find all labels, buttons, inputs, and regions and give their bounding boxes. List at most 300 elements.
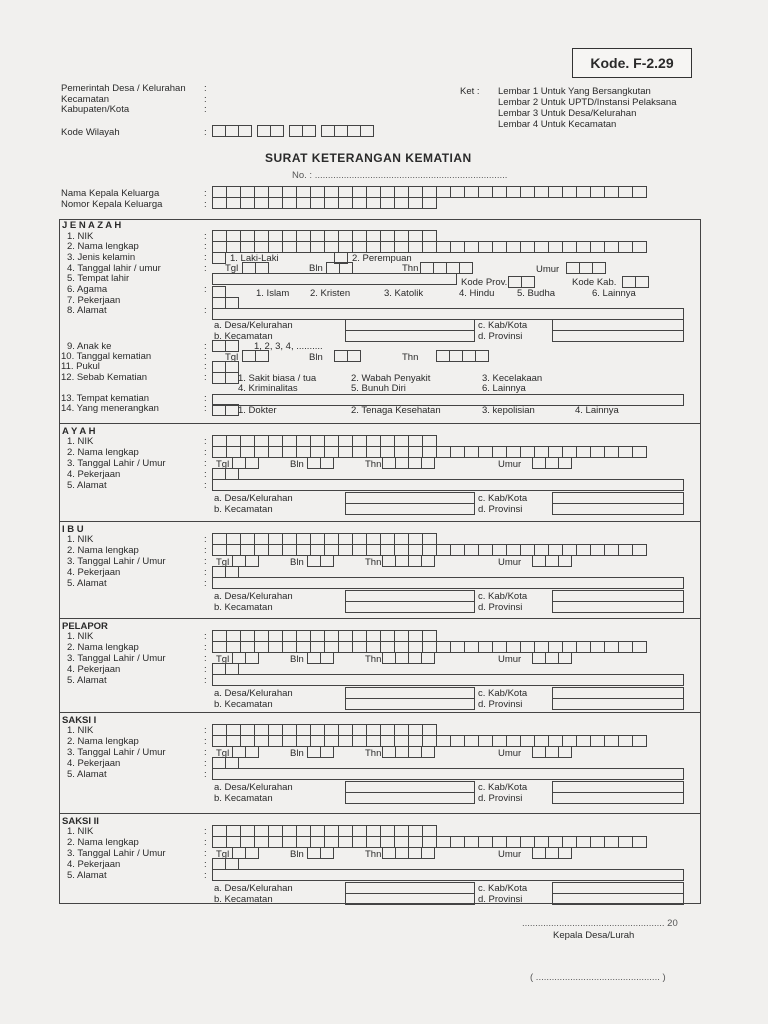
box-cell[interactable] [212, 544, 227, 556]
box-cell[interactable] [590, 836, 605, 848]
box-cell[interactable] [604, 641, 619, 653]
box-cell[interactable] [296, 197, 311, 209]
pelapor-thn-boxes[interactable] [382, 652, 434, 664]
box-cell[interactable] [408, 555, 422, 567]
box-cell[interactable] [366, 197, 381, 209]
box-cell[interactable] [464, 641, 479, 653]
ayah-alamat-line[interactable] [212, 479, 684, 491]
box-cell[interactable] [464, 241, 479, 253]
ayah-bln-boxes[interactable] [307, 457, 333, 469]
box-cell[interactable] [320, 847, 334, 859]
box-cell[interactable] [268, 241, 283, 253]
box-cell[interactable] [534, 186, 549, 198]
box-cell[interactable] [212, 641, 227, 653]
box-cell[interactable] [320, 652, 334, 664]
sebab-box[interactable] [212, 372, 238, 384]
box-cell[interactable] [604, 241, 619, 253]
box-cell[interactable] [478, 836, 493, 848]
saksi2-prov-field[interactable] [552, 893, 684, 905]
box-cell[interactable] [492, 186, 507, 198]
box-cell[interactable] [576, 641, 591, 653]
box-cell[interactable] [240, 241, 255, 253]
ayah-thn-boxes[interactable] [382, 457, 434, 469]
box-cell[interactable] [307, 457, 321, 469]
sebab-wabah[interactable]: 2. Wabah Penyakit [351, 373, 431, 384]
ibu-prov-field[interactable] [552, 601, 684, 613]
box-cell[interactable] [257, 125, 271, 137]
box-cell[interactable] [436, 735, 451, 747]
box-cell[interactable] [532, 555, 546, 567]
box-cell[interactable] [459, 262, 473, 274]
ibu-alamat-line[interactable] [212, 577, 684, 589]
box-cell[interactable] [242, 350, 256, 362]
box-cell[interactable] [282, 836, 297, 848]
box-cell[interactable] [212, 446, 227, 458]
box-cell[interactable] [225, 372, 239, 384]
saksi1-kec-field[interactable] [345, 792, 475, 804]
box-cell[interactable] [576, 544, 591, 556]
pelapor-kec-field[interactable] [345, 698, 475, 710]
box-cell[interactable] [449, 350, 463, 362]
box-cell[interactable] [492, 241, 507, 253]
box-cell[interactable] [338, 544, 353, 556]
box-cell[interactable] [334, 125, 348, 137]
box-cell[interactable] [268, 641, 283, 653]
box-cell[interactable] [478, 544, 493, 556]
agama-kristen[interactable]: 2. Kristen [310, 288, 351, 299]
box-cell[interactable] [347, 125, 361, 137]
box-cell[interactable] [436, 186, 451, 198]
box-cell[interactable] [282, 735, 297, 747]
box-cell[interactable] [548, 186, 563, 198]
box-cell[interactable] [558, 555, 572, 567]
box-cell[interactable] [532, 457, 546, 469]
box-cell[interactable] [310, 241, 325, 253]
box-cell[interactable] [254, 197, 269, 209]
box-cell[interactable] [408, 457, 422, 469]
box-cell[interactable] [632, 735, 647, 747]
box-cell[interactable] [590, 446, 605, 458]
box-cell[interactable] [352, 446, 367, 458]
jenazah-tempat-lahir[interactable] [212, 273, 457, 285]
kematian-bln-boxes[interactable] [334, 350, 360, 362]
box-cell[interactable] [226, 197, 241, 209]
box-cell[interactable] [521, 276, 535, 288]
box-cell[interactable] [245, 652, 259, 664]
box-cell[interactable] [576, 186, 591, 198]
box-cell[interactable] [618, 544, 633, 556]
saksi1-prov-field[interactable] [552, 792, 684, 804]
ayah-label-5: 5. Alamat [67, 480, 107, 491]
footer-name[interactable]: ( ............................................... ) [530, 972, 666, 983]
box-cell[interactable] [245, 457, 259, 469]
box-cell[interactable] [506, 544, 521, 556]
box-cell[interactable] [618, 735, 633, 747]
box-cell[interactable] [590, 544, 605, 556]
box-cell[interactable] [338, 641, 353, 653]
box-cell[interactable] [618, 241, 633, 253]
kematian-thn-boxes[interactable] [436, 350, 488, 362]
kode-prov-boxes[interactable] [508, 276, 534, 288]
box-cell[interactable] [492, 836, 507, 848]
box-cell[interactable] [492, 446, 507, 458]
box-cell[interactable] [255, 350, 269, 362]
jenazah-jk-box[interactable] [212, 252, 225, 264]
sebab-lainnya[interactable]: 6. Lainnya [482, 383, 526, 394]
box-cell[interactable] [421, 652, 435, 664]
box-cell[interactable] [270, 125, 284, 137]
box-cell[interactable] [212, 252, 226, 264]
box-cell[interactable] [212, 404, 226, 416]
saksi2-bln-boxes[interactable] [307, 847, 333, 859]
box-cell[interactable] [478, 446, 493, 458]
box-cell[interactable] [604, 836, 619, 848]
box-cell[interactable] [562, 186, 577, 198]
box-cell[interactable] [436, 350, 450, 362]
box-cell[interactable] [506, 241, 521, 253]
box-cell[interactable] [310, 197, 325, 209]
box-cell[interactable] [352, 241, 367, 253]
box-cell[interactable] [212, 372, 226, 384]
saksi2-thn-boxes[interactable] [382, 847, 434, 859]
box-cell[interactable] [590, 186, 605, 198]
saksi2-kec-field[interactable] [345, 893, 475, 905]
box-cell[interactable] [382, 746, 396, 758]
box-cell[interactable] [382, 555, 396, 567]
saksi1-thn-boxes[interactable] [382, 746, 434, 758]
box-cell[interactable] [492, 735, 507, 747]
box-cell[interactable] [450, 446, 465, 458]
box-cell[interactable] [532, 847, 546, 859]
menerangkan-dokter[interactable]: 1. Dokter [238, 405, 277, 416]
number-field[interactable]: No. : ......................................................................... [292, 170, 508, 181]
box-cell[interactable] [395, 457, 409, 469]
box-cell[interactable] [268, 544, 283, 556]
ibu-umur-boxes[interactable] [532, 555, 571, 567]
box-cell[interactable] [558, 847, 572, 859]
box-cell[interactable] [632, 446, 647, 458]
box-cell[interactable] [360, 125, 374, 137]
box-cell[interactable] [576, 446, 591, 458]
box-cell[interactable] [506, 446, 521, 458]
box-cell[interactable] [545, 555, 559, 567]
box-cell[interactable] [450, 241, 465, 253]
box-cell[interactable] [352, 544, 367, 556]
box-cell[interactable] [226, 241, 241, 253]
pelapor-prov-field[interactable] [552, 698, 684, 710]
box-cell[interactable] [421, 555, 435, 567]
box-cell[interactable] [492, 544, 507, 556]
box-cell[interactable] [622, 276, 636, 288]
box-cell[interactable] [532, 652, 546, 664]
box-cell[interactable] [408, 847, 422, 859]
box-cell[interactable] [366, 836, 381, 848]
box-cell[interactable] [382, 652, 396, 664]
box-cell[interactable] [408, 241, 423, 253]
ayah-prov-field[interactable] [552, 503, 684, 515]
pelapor-bln-boxes[interactable] [307, 652, 333, 664]
pelapor-alamat-line[interactable] [212, 674, 684, 686]
box-cell[interactable] [464, 836, 479, 848]
ibu-bln-boxes[interactable] [307, 555, 333, 567]
box-cell[interactable] [289, 125, 303, 137]
jenazah-nama-boxes[interactable] [212, 241, 646, 253]
box-cell[interactable] [212, 836, 227, 848]
box-cell[interactable] [558, 457, 572, 469]
kematian-tgl-boxes[interactable] [242, 350, 268, 362]
box-cell[interactable] [366, 544, 381, 556]
box-cell[interactable] [268, 735, 283, 747]
box-cell[interactable] [576, 735, 591, 747]
box-cell[interactable] [254, 241, 269, 253]
box-cell[interactable] [566, 262, 580, 274]
agama-budha[interactable]: 5. Budha [517, 288, 556, 299]
box-cell[interactable] [590, 241, 605, 253]
box-cell[interactable] [508, 276, 522, 288]
box-cell[interactable] [352, 197, 367, 209]
box-cell[interactable] [421, 746, 435, 758]
box-cell[interactable] [382, 457, 396, 469]
box-cell[interactable] [632, 836, 647, 848]
jenazah-kec-field[interactable] [345, 330, 475, 342]
box-cell[interactable] [464, 544, 479, 556]
box-cell[interactable] [320, 555, 334, 567]
box-cell[interactable] [307, 652, 321, 664]
box-cell[interactable] [632, 544, 647, 556]
box-cell[interactable] [590, 641, 605, 653]
saksi2-umur-boxes[interactable] [532, 847, 571, 859]
ket-line-1: Lembar 1 Untuk Yang Bersangkutan [498, 86, 651, 97]
box-cell[interactable] [245, 746, 259, 758]
agama-lainnya[interactable]: 6. Lainnya [592, 288, 636, 299]
box-cell[interactable] [338, 197, 353, 209]
box-cell[interactable] [506, 186, 521, 198]
footer-date[interactable]: ...................................................... 20 [522, 918, 678, 929]
box-cell[interactable] [324, 197, 339, 209]
box-cell[interactable] [632, 186, 647, 198]
sebab-kecelakaan[interactable]: 3. Kecelakaan [482, 373, 543, 384]
box-cell[interactable] [212, 340, 226, 352]
box-cell[interactable] [464, 735, 479, 747]
agama-islam[interactable]: 1. Islam [256, 288, 290, 299]
box-cell[interactable] [338, 836, 353, 848]
kode-kab-boxes[interactable] [622, 276, 648, 288]
box-cell[interactable] [320, 457, 334, 469]
box-cell[interactable] [366, 735, 381, 747]
box-cell[interactable] [436, 641, 451, 653]
box-cell[interactable] [347, 350, 361, 362]
box-cell[interactable] [545, 457, 559, 469]
box-cell[interactable] [225, 404, 239, 416]
box-cell[interactable] [450, 186, 465, 198]
box-cell[interactable] [534, 241, 549, 253]
agama-katolik[interactable]: 3. Katolik [384, 288, 424, 299]
box-cell[interactable] [532, 746, 546, 758]
box-cell[interactable] [618, 641, 633, 653]
box-cell[interactable] [212, 735, 227, 747]
box-cell[interactable] [579, 262, 593, 274]
box-cell[interactable] [618, 186, 633, 198]
box-cell[interactable] [478, 186, 493, 198]
box-cell[interactable] [282, 544, 297, 556]
box-cell[interactable] [282, 641, 297, 653]
box-cell[interactable] [562, 241, 577, 253]
box-cell[interactable] [245, 555, 259, 567]
ibu-kec-field[interactable] [345, 601, 475, 613]
box-cell[interactable] [450, 544, 465, 556]
box-cell[interactable] [366, 446, 381, 458]
saksi1-bln-boxes[interactable] [307, 746, 333, 758]
box-cell[interactable] [352, 641, 367, 653]
ayah-umur-boxes[interactable] [532, 457, 571, 469]
saksi2-alamat-line[interactable] [212, 869, 684, 881]
menerangkan-lainnya[interactable]: 4. Lainnya [575, 405, 619, 416]
box-cell[interactable] [450, 641, 465, 653]
kode-wilayah-boxes[interactable] [212, 125, 373, 137]
menerangkan-nakes[interactable]: 2. Tenaga Kesehatan [351, 405, 441, 416]
box-cell[interactable] [302, 125, 316, 137]
box-cell[interactable] [506, 641, 521, 653]
box-cell[interactable] [450, 836, 465, 848]
box-cell[interactable] [604, 735, 619, 747]
box-cell[interactable] [307, 555, 321, 567]
box-cell[interactable] [238, 125, 252, 137]
box-cell[interactable] [240, 197, 255, 209]
box-cell[interactable] [395, 847, 409, 859]
box-cell[interactable] [478, 241, 493, 253]
box-cell[interactable] [558, 746, 572, 758]
box-cell[interactable] [520, 186, 535, 198]
box-cell[interactable] [548, 241, 563, 253]
box-cell[interactable] [268, 836, 283, 848]
box-cell[interactable] [380, 197, 395, 209]
box-cell[interactable] [436, 446, 451, 458]
box-cell[interactable] [520, 241, 535, 253]
box-cell[interactable] [590, 735, 605, 747]
box-cell[interactable] [576, 836, 591, 848]
sex-option-female[interactable]: 2. Perempuan [352, 253, 412, 264]
jenazah-prov-field[interactable] [552, 330, 684, 342]
box-cell[interactable] [296, 241, 311, 253]
box-cell[interactable] [478, 641, 493, 653]
box-cell[interactable] [618, 836, 633, 848]
pelapor-umur-boxes[interactable] [532, 652, 571, 664]
sebab-bunuh-diri[interactable]: 5. Bunuh Diri [351, 383, 406, 394]
saksi1-umur-boxes[interactable] [532, 746, 571, 758]
box-cell[interactable] [436, 836, 451, 848]
box-cell[interactable] [592, 262, 606, 274]
box-cell[interactable] [408, 746, 422, 758]
box-cell[interactable] [604, 186, 619, 198]
box-cell[interactable] [632, 641, 647, 653]
box-cell[interactable] [394, 197, 409, 209]
box-cell[interactable] [380, 241, 395, 253]
box-cell[interactable] [436, 241, 451, 253]
box-cell[interactable] [225, 125, 239, 137]
box-cell[interactable] [212, 197, 227, 209]
box-cell[interactable] [282, 241, 297, 253]
box-cell[interactable] [338, 446, 353, 458]
box-cell[interactable] [268, 446, 283, 458]
menerangkan-box[interactable] [212, 404, 238, 416]
box-cell[interactable] [421, 847, 435, 859]
ayah-desa-label: a. Desa/Kelurahan [214, 493, 293, 504]
box-cell[interactable] [366, 241, 381, 253]
box-cell[interactable] [338, 735, 353, 747]
box-cell[interactable] [558, 652, 572, 664]
sex-option-male[interactable]: 1. Laki-Laki [230, 253, 279, 264]
sebab-sakit[interactable]: 1. Sakit biasa / tua [238, 373, 317, 384]
box-cell[interactable] [478, 735, 493, 747]
jenazah-kab-label: c. Kab/Kota [478, 320, 528, 331]
sebab-kriminalitas[interactable]: 4. Kriminalitas [238, 383, 298, 394]
box-cell[interactable] [545, 652, 559, 664]
anak-ke-box[interactable] [212, 340, 238, 352]
box-cell[interactable] [618, 446, 633, 458]
box-cell[interactable] [576, 241, 591, 253]
box-cell[interactable] [212, 125, 226, 137]
agama-hindu[interactable]: 4. Hindu [459, 288, 495, 299]
box-cell[interactable] [382, 847, 396, 859]
box-cell[interactable] [352, 735, 367, 747]
box-cell[interactable] [334, 350, 348, 362]
box-cell[interactable] [421, 457, 435, 469]
box-cell[interactable] [450, 735, 465, 747]
box-cell[interactable] [245, 847, 259, 859]
box-cell[interactable] [366, 641, 381, 653]
box-cell[interactable] [394, 241, 409, 253]
ayah-kec-field[interactable] [345, 503, 475, 515]
box-cell[interactable] [464, 446, 479, 458]
box-cell[interactable] [506, 735, 521, 747]
box-cell[interactable] [604, 446, 619, 458]
saksi1-alamat-line[interactable] [212, 768, 684, 780]
box-cell[interactable] [395, 746, 409, 758]
box-cell[interactable] [282, 446, 297, 458]
jenazah-umur-boxes[interactable] [566, 262, 605, 274]
box-cell[interactable] [635, 276, 649, 288]
nomor-kk-boxes[interactable] [212, 197, 436, 209]
box-cell[interactable] [506, 836, 521, 848]
box-cell[interactable] [408, 652, 422, 664]
box-cell[interactable] [422, 197, 437, 209]
box-cell[interactable] [307, 746, 321, 758]
box-cell[interactable] [395, 652, 409, 664]
box-cell[interactable] [225, 340, 239, 352]
menerangkan-polisi[interactable]: 3. kepolisian [482, 405, 535, 416]
box-cell[interactable] [436, 544, 451, 556]
box-cell[interactable] [268, 197, 283, 209]
box-cell[interactable] [395, 555, 409, 567]
box-cell[interactable] [604, 544, 619, 556]
box-cell[interactable] [492, 641, 507, 653]
box-cell[interactable] [632, 241, 647, 253]
box-cell[interactable] [321, 125, 335, 137]
box-cell[interactable] [352, 836, 367, 848]
box-cell[interactable] [464, 186, 479, 198]
box-cell[interactable] [462, 350, 476, 362]
ibu-thn-boxes[interactable] [382, 555, 434, 567]
box-cell[interactable] [545, 847, 559, 859]
box-cell[interactable] [422, 241, 437, 253]
box-cell[interactable] [320, 746, 334, 758]
box-cell[interactable] [408, 197, 423, 209]
box-cell[interactable] [307, 847, 321, 859]
box-cell[interactable] [282, 197, 297, 209]
ket-label: Ket : [460, 86, 480, 97]
box-cell[interactable] [475, 350, 489, 362]
box-cell[interactable] [545, 746, 559, 758]
